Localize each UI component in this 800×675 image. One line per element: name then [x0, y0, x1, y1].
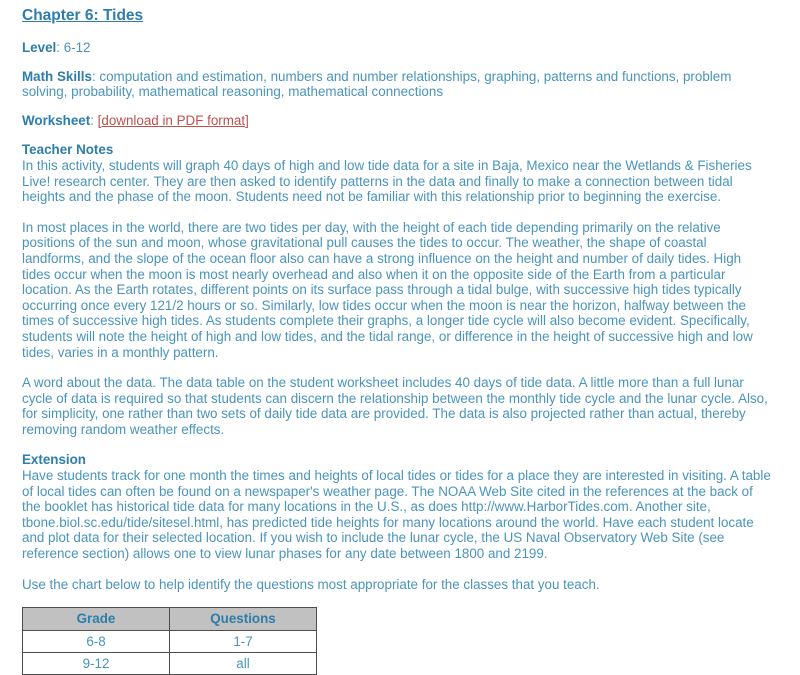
extension-section [22, 452, 772, 592]
teacher-notes-paragraph-1: In this activity, students will graph 40 days of high and low tide data for a site in Baja, Mexico near the Wetlands & Fisheries Live! research center. They are then asked to identify patterns in the data and finally to make a connection between tidal heights and the phase of the moon. Students need not be familiar with this relationship prior to beginning the exercise. [22, 157, 752, 205]
questions-cell: 1-7 [170, 631, 317, 653]
chapter-title-link[interactable]: Chapter 6: Tides [22, 7, 144, 24]
level-value: : 6-12 [56, 40, 91, 55]
math-skills-value: : computation and estimation, numbers and number relationships, graphing, patterns and functions, problem solving, probability, mathematical reasoning, mathematical connections [22, 68, 732, 100]
questions-cell: all [170, 653, 317, 675]
teacher-notes-heading: Teacher Notes [22, 142, 114, 158]
pdf-download-link[interactable]: download in PDF format [101, 112, 246, 128]
grade-cell: 9-12 [23, 653, 170, 675]
bracket-close: ] [245, 112, 249, 128]
questions-column-header: Questions [170, 608, 317, 631]
chart-intro-text: Use the chart below to help identify the questions most appropriate for the classes that you teach. [22, 576, 600, 592]
math-skills-label: Math Skills [22, 68, 92, 84]
worksheet-line [22, 113, 772, 129]
math-skills-line [22, 69, 772, 100]
table-row [23, 631, 317, 653]
extension-paragraph: Have students track for one month the times and heights of local tides or tides for a place they are interested in visiting. A table of local tides can often be found on a newspaper's weather page. The NOAA Web Site cited in the references at the back of the booklet has historical tide data for many locations in the U.S., as does http://www.HarborTides.com. Another site, tbone.biol.sc.edu/tide/sitesel.html, has predicted tide heights for many locations around the world. Have each student locate and plot data for their selected location. If you wish to include the lunar cycle, the US Naval Observatory Web Site (see reference section) allows one to view lunar phases for any date between 1800 and 2199. [22, 468, 771, 562]
level-label: Level [22, 40, 57, 55]
teacher-notes-section [22, 142, 772, 437]
table-row [23, 653, 317, 675]
teacher-notes-paragraph-3: A word about the data. The data table on the student worksheet includes 40 days of tide data. A little more than a full lunar cycle of data is required so that students can discern the relationship between the monthly tide cycle and the lunar cycle. Also, for simplicity, one rather than two sets of daily tide data are provided. The data is also projected rather than actual, thereby removing random weather effects. [22, 375, 768, 437]
grade-questions-table [22, 607, 317, 675]
table-header-row [23, 608, 317, 631]
worksheet-colon: : [90, 112, 98, 128]
grade-cell: 6-8 [23, 631, 170, 653]
teacher-notes-paragraph-2: In most places in the world, there are two tides per day, with the height of each tide depending primarily on the relative positions of the sun and moon, whose gravitational pull causes the tides to occur. The weather, the shape of coastal landforms, and the slope of the ocean floor also can have a strong influence on the height and number of daily tides. High tides occur when the moon is most nearly overhead and also when it on the opposite side of the Earth from a particular location. As the Earth rotates, different points on its surface pass through a tidal bulge, with successive high tides typically occurring once every 121/2 hours or so. Similarly, low tides occur when the moon is near the horizon, halfway between the times of successive high tides. As students complete their graphs, a longer tide cycle will also become evident. Specifically, students will note the height of high and low tides, and the tidal range, or difference in the height of successive high and low tides, varies in a monthly pattern. [22, 219, 753, 360]
worksheet-label: Worksheet [22, 112, 91, 128]
grade-column-header: Grade [23, 608, 170, 631]
level-line [22, 40, 772, 56]
extension-heading: Extension [22, 452, 86, 468]
bracket-open: [ [97, 112, 102, 128]
